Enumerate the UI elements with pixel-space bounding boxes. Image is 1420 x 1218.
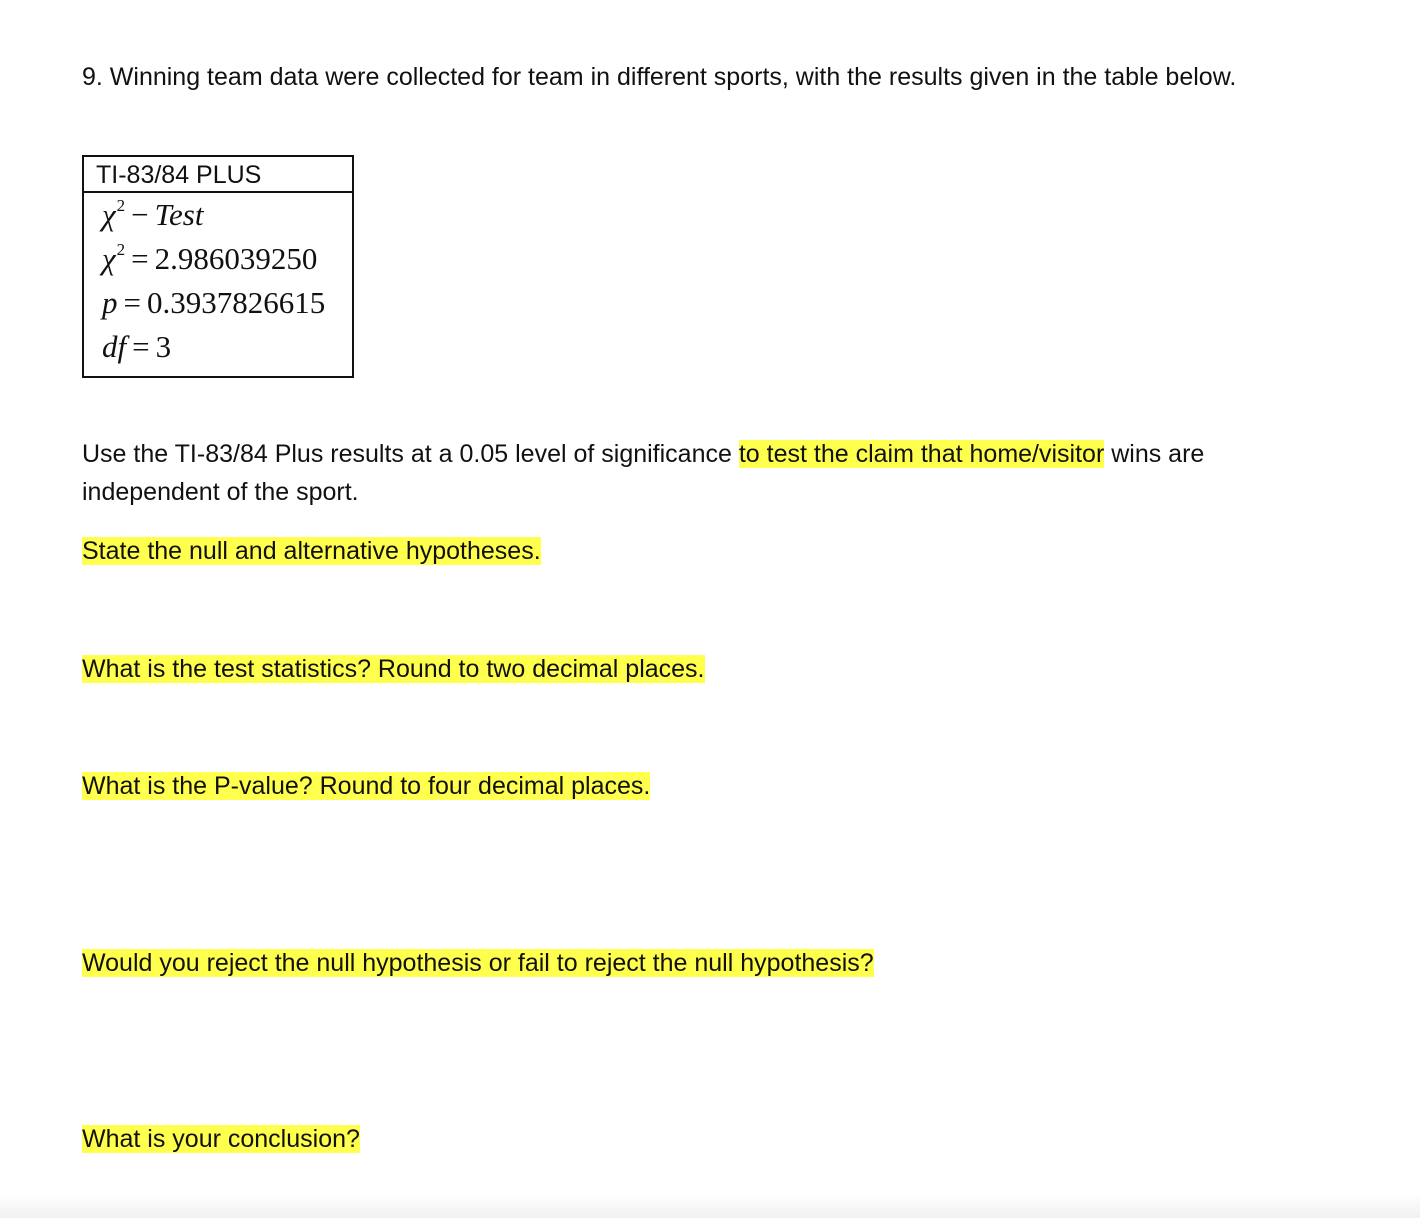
question-p-value-text: What is the P-value? Round to four decimal places. [82, 772, 651, 800]
calculator-header: TI-83/84 PLUS [84, 157, 352, 193]
instruction-highlight: to test the claim that home/visitor [738, 440, 1105, 468]
chi-superscript: 2 [116, 240, 126, 259]
equals: = [131, 241, 149, 276]
calculator-results-table [82, 155, 354, 378]
question-conclusion [82, 1120, 360, 1158]
df-value: 3 [155, 329, 172, 364]
equals: = [132, 329, 150, 364]
chi-symbol: χ [102, 197, 116, 232]
df-line [102, 325, 352, 369]
question-decision [82, 944, 874, 982]
chi-square-line [102, 237, 352, 281]
question-test-statistic-text: What is the test statistics? Round to two decimal places. [82, 655, 705, 683]
chi-symbol: χ [102, 241, 116, 276]
instruction-before: Use the TI-83/84 Plus results at a 0.05 level of significance [82, 440, 739, 468]
instruction-after: wins are independent of the sport. [82, 440, 1205, 506]
question-conclusion-text: What is your conclusion? [82, 1125, 360, 1153]
dash: − [131, 197, 149, 232]
question-test-statistic [82, 650, 705, 688]
question-p-value [82, 767, 650, 805]
question-hypotheses-text: State the null and alternative hypotheses. [82, 537, 541, 565]
chi-superscript: 2 [116, 196, 126, 215]
equals: = [123, 285, 141, 320]
test-name: Test [154, 197, 204, 232]
df-symbol: df [102, 329, 127, 364]
page-bottom-shadow [0, 1194, 1420, 1218]
question-hypotheses [82, 532, 541, 570]
p-value-line [102, 281, 352, 325]
p-symbol: p [102, 285, 118, 320]
chi-square-value: 2.986039250 [154, 241, 318, 276]
p-value: 0.3937826615 [146, 285, 326, 320]
test-name-line [102, 193, 352, 237]
instruction-text [82, 435, 1342, 511]
question-decision-text: Would you reject the null hypothesis or fail to reject the null hypothesis? [82, 949, 874, 977]
calculator-results-body [84, 193, 352, 369]
problem-statement: 9. Winning team data were collected for team in different sports, with the results given in the table below. [82, 63, 1237, 91]
